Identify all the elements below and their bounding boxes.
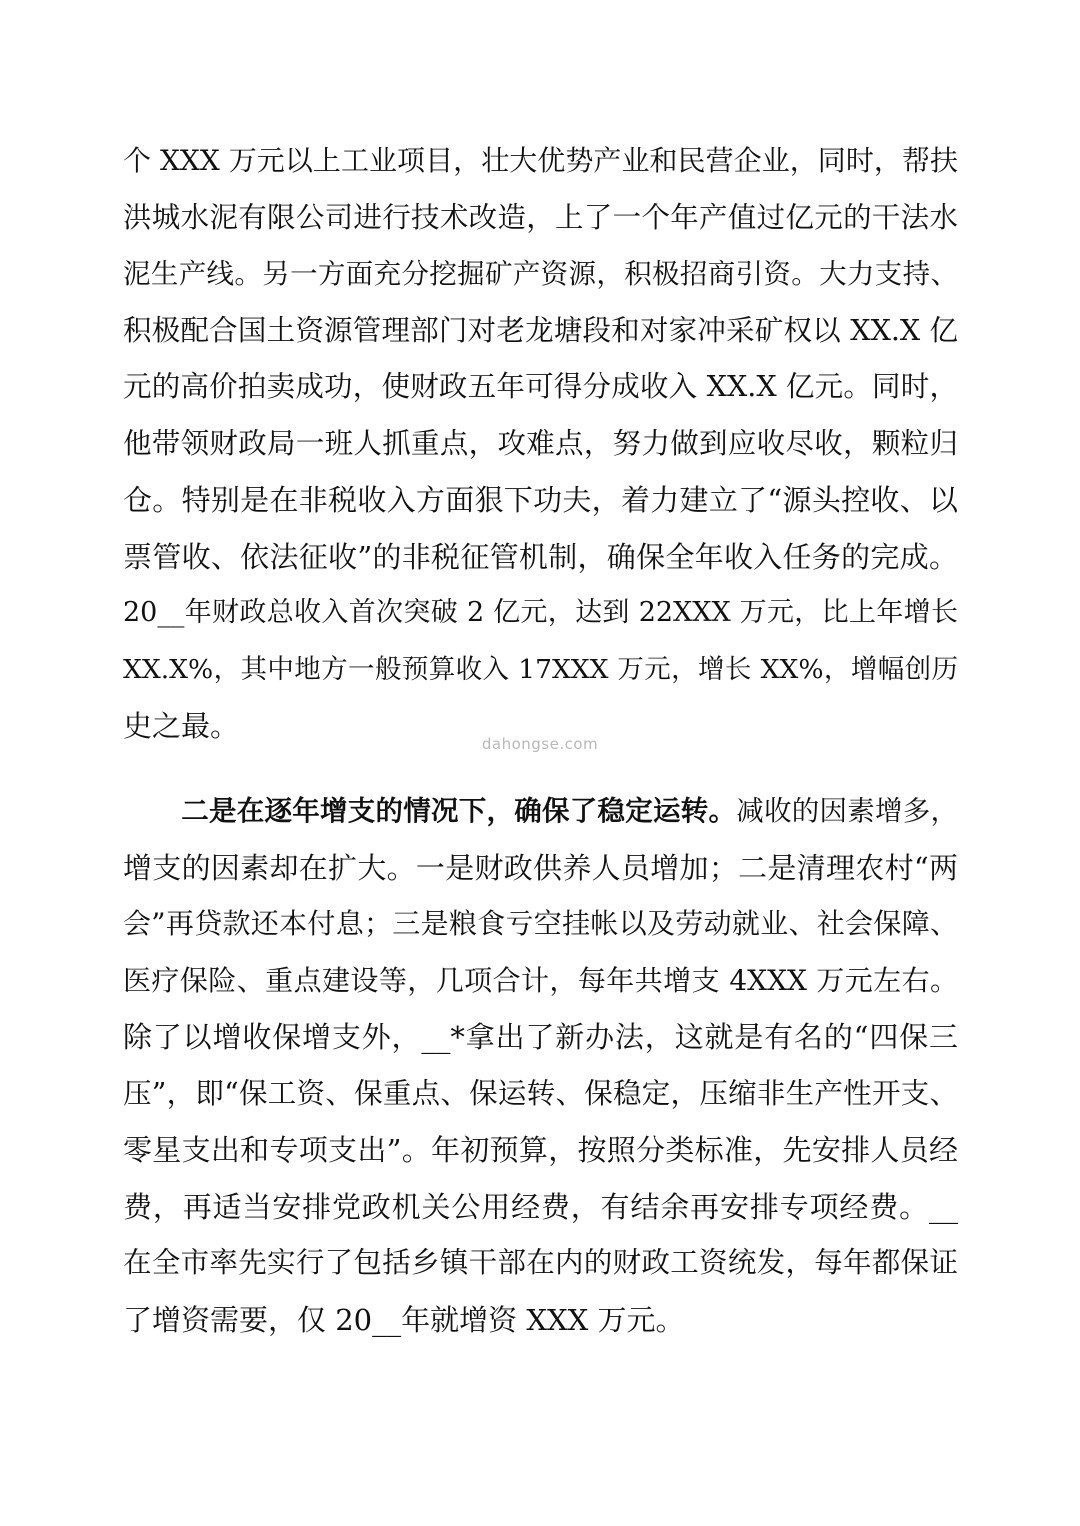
text-line: 医疗保险、重点建设等，几项合计，每年共增支 4XXX 万元左右。 (123, 963, 958, 997)
text-line: 积极配合国土资源管理部门对老龙塘段和对家冲采矿权以 XX.X 亿 (123, 313, 958, 347)
text-line: 史之最。 (123, 709, 240, 743)
text-line: 除了以增收保增支外，__*拿出了新办法，这就是有名的“四保三 (123, 1020, 958, 1054)
text-line: 20__年财政总收入首次突破 2 亿元，达到 22XXX 万元，比上年增长 (123, 597, 958, 628)
text-line: 仓。特别是在非税收入方面狠下功夫，着力建立了“源头控收、以 (123, 483, 958, 517)
text-line: 增支的因素却在扩大。一是财政供养人员增加；二是清理农村“两 (123, 850, 958, 885)
paragraph-stable-operation (123, 783, 958, 1348)
text-line: 压”，即“保工资、保重点、保运转、保稳定，压缩非生产性开支、 (123, 1076, 958, 1110)
text-line: 了增资需要，仅 20__年就增资 XXX 万元。 (123, 1302, 685, 1337)
paragraph-lead-rest: 减收的因素增多， (736, 795, 958, 827)
text-line: 元的高价拍卖成功，使财政五年可得分成收入 XX.X 亿元。同时， (123, 370, 958, 403)
watermark: dahongse.com (481, 735, 599, 753)
text-line: 票管收、依法征收”的非税征管机制，确保全年收入任务的完成。 (123, 539, 958, 574)
paragraph-lead-heading: 二是在逐年增支的情况下，确保了稳定运转。 (181, 795, 737, 827)
text-line: 洪城水泥有限公司进行技术改造，上了一个年产值过亿元的干法水 (123, 200, 958, 234)
paragraph-revenue-growth (123, 133, 958, 755)
text-line: 个 XXX 万元以上工业项目，壮大优势产业和民营企业，同时，帮扶 (123, 144, 958, 177)
text-line: XX.X%，其中地方一般预算收入 17XXX 万元，增长 XX%，增幅创历 (123, 653, 958, 685)
text-line: 费，再适当安排党政机关公用经费，有结余再安排专项经费。__ (123, 1189, 958, 1224)
text-line: 零星支出和专项支出”。年初预算，按照分类标准，先安排人员经 (123, 1133, 958, 1167)
text-line: 他带领财政局一班人抓重点，攻难点，努力做到应收尽收，颗粒归 (123, 426, 958, 460)
text-line: 在全市率先实行了包括乡镇干部在内的财政工资统发，每年都保证 (123, 1246, 958, 1279)
text-line: 泥生产线。另一方面充分挖掘矿产资源，积极招商引资。大力支持、 (123, 258, 958, 290)
text-line: 会”再贷款还本付息；三是粮食亏空挂帐以及劳动就业、社会保障、 (123, 907, 958, 940)
text-line-first (123, 783, 958, 840)
